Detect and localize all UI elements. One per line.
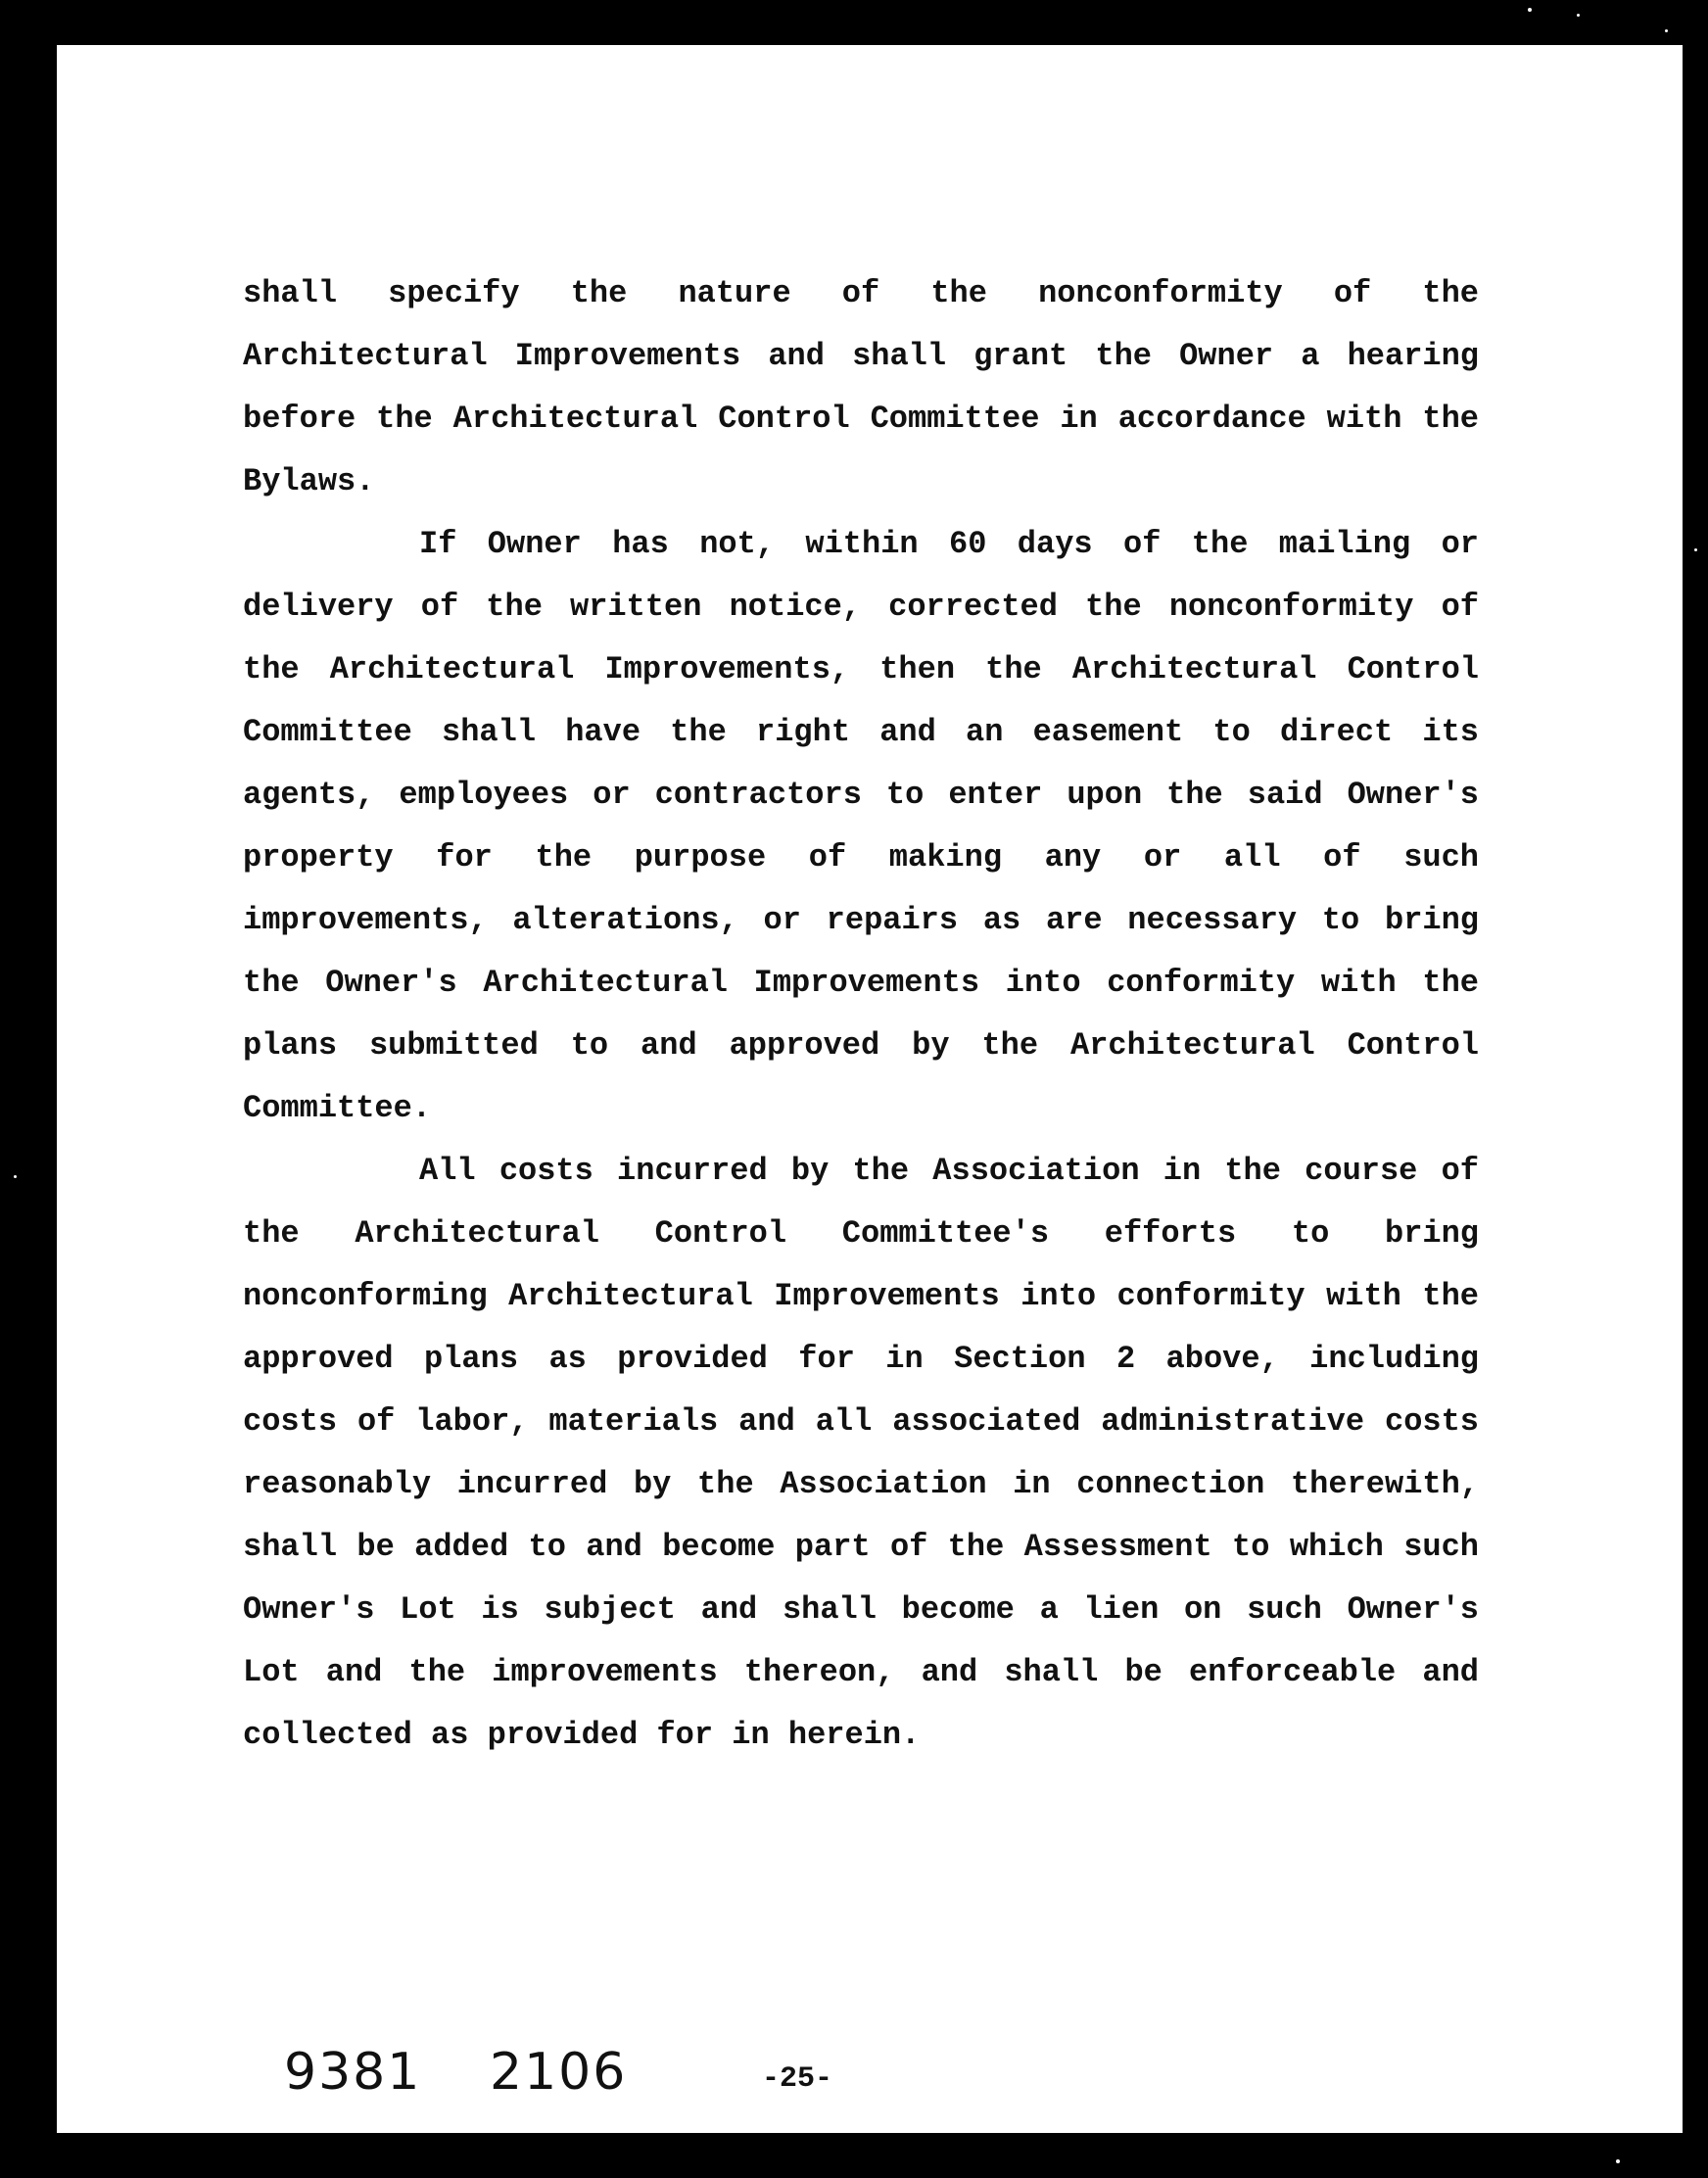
book-number-stamp: 9381	[284, 2043, 422, 2102]
page-number: -25-	[762, 2062, 833, 2096]
scan-speck	[1694, 548, 1697, 551]
scan-speck	[1577, 14, 1580, 17]
document-body	[243, 262, 1479, 1767]
scan-speck	[1616, 2159, 1620, 2163]
scan-speck	[14, 1175, 17, 1178]
page-footer	[57, 2043, 1683, 2111]
page-stamp: 2106	[490, 2043, 628, 2102]
paragraph-continuation: shall specify the nature of the nonconformity of the Architectural Improvements and shall grant the Owner a hearing before the Architectural Control Committee in accordance with the Bylaws.	[243, 275, 1479, 499]
paragraph-costs: All costs incurred by the Association in the course of the Architectural Control Committee's efforts to bring nonconforming Architectural Improvements into conformity with the approved plans as provided for in Section 2 above, including costs of labor, materials and all associated administrative costs reasonably incurred by the Association in connection therewith, shall be added to and become part of the Assessment to which such Owner's Lot is subject and shall become a lien on such Owner's Lot and the improvements thereon, and shall be enforceable and collected as provided for in herein.	[243, 1153, 1479, 1753]
scan-speck	[1528, 8, 1532, 12]
paragraph-correction-notice: If Owner has not, within 60 days of the mailing or delivery of the written notice, corrected the nonconformity of the Architectural Improvements, then the Architectural Control Committee shall have the right and an easement to direct its agents, employees or contractors to enter upon the said Owner's property for the purpose of making any or all of such improvements, alterations, or repairs as are necessary to bring the Owner's Architectural Improvements into conformity with the plans submitted to and approved by the Architectural Control Committee.	[243, 526, 1479, 1126]
scan-speck	[1665, 29, 1668, 32]
document-page	[57, 45, 1683, 2133]
